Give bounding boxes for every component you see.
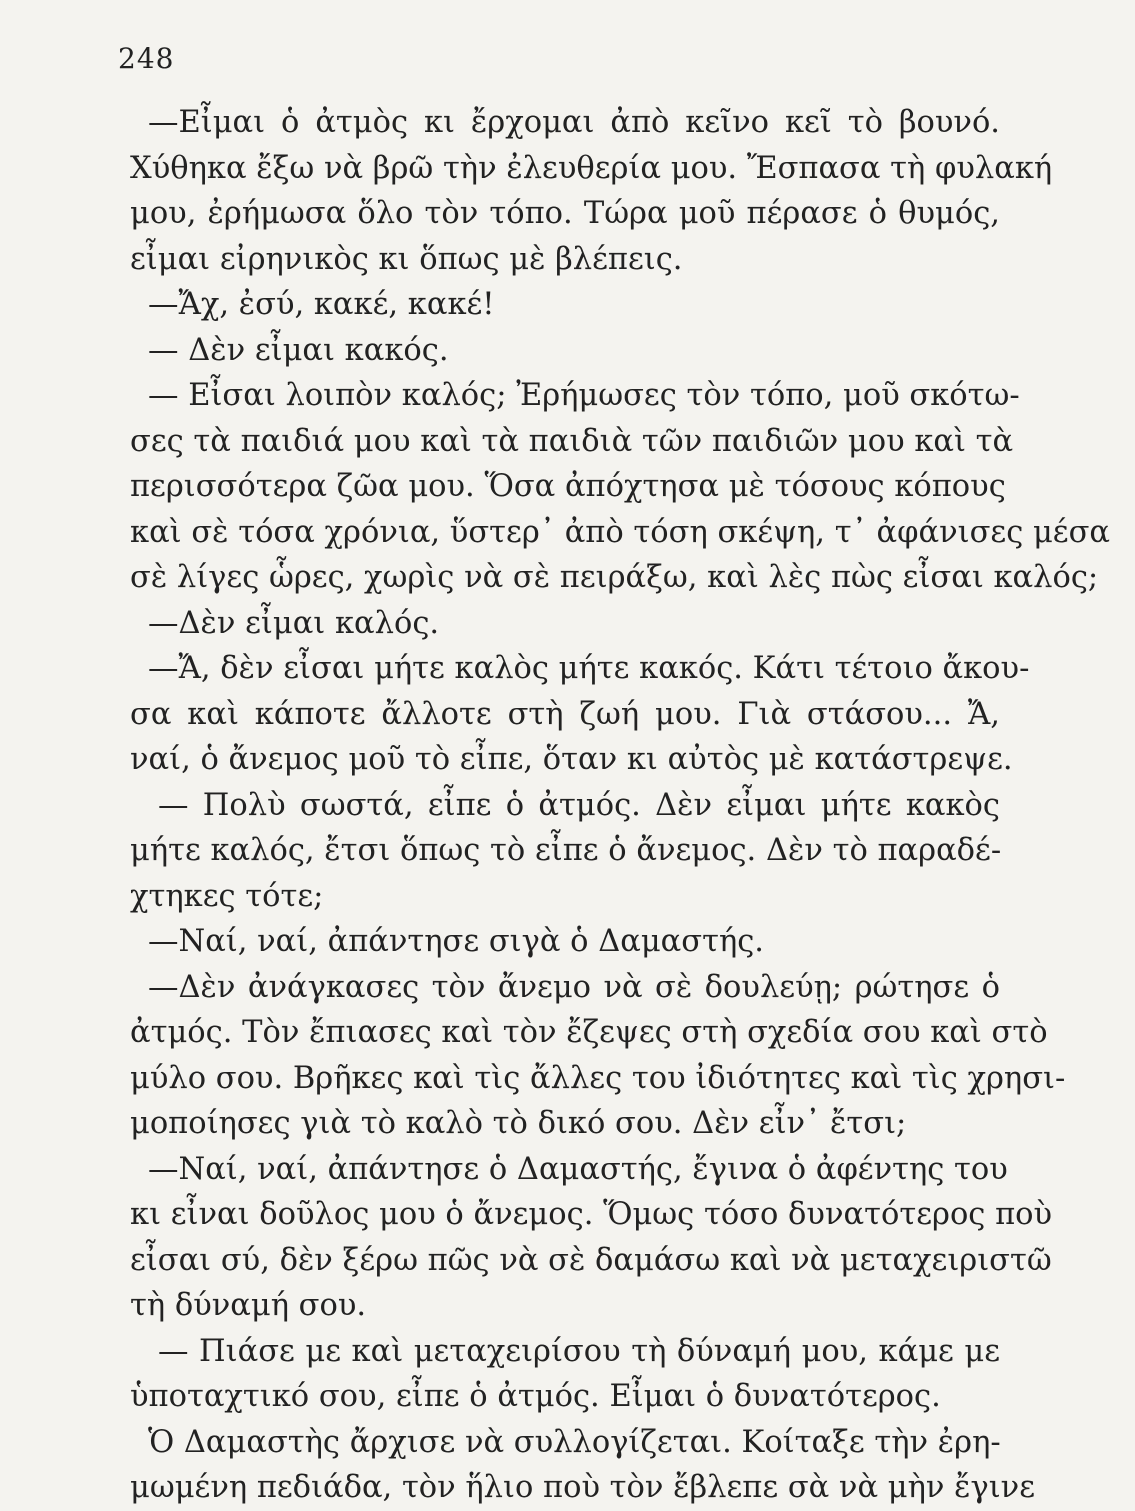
text-line: — Εἶσαι λοιπὸν καλός; Ἐρήμωσες τὸν τόπο, μοῦ σκότω- xyxy=(148,378,1020,413)
text-line: μωμένη πεδιάδα, τὸν ἥλιο ποὺ τὸν ἔβλεπε σὰ νὰ μὴν ἔγινε xyxy=(130,1470,1035,1505)
text-line: —Ναί, ναί, ἀπάντησε ὁ Δαμαστής, ἔγινα ὁ ἀφέντης του xyxy=(148,1151,1008,1187)
text-line: μύλο σου. Βρῆκες καὶ τὶς ἄλλες του ἰδιότητες καὶ τὶς χρησι- xyxy=(130,1060,1066,1096)
text-line: Ὁ Δαμαστὴς ἄρχισε νὰ συλλογίζεται. Κοίταξε τὴν ἐρη- xyxy=(148,1424,1001,1460)
text-line: τὴ δύναμή σου. xyxy=(130,1288,367,1323)
text-line: μοποίησες γιὰ τὸ καλὸ τὸ δικό σου. Δὲν εἶν᾽ ἔτσι; xyxy=(130,1106,907,1141)
text-line: εἶσαι σύ, δὲν ξέρω πῶς νὰ σὲ δαμάσω καὶ νὰ μεταχειριστῶ xyxy=(130,1242,1052,1278)
text-line: — Πιάσε με καὶ μεταχειρίσου τὴ δύναμή μου, κάμε με xyxy=(158,1333,1000,1369)
text-line: χτηκες τότε; xyxy=(130,878,324,914)
text-line: ναί, ὁ ἄνεμος μοῦ τὸ εἶπε, ὅταν κι αὐτὸς μὲ κατάστρεψε. xyxy=(130,742,1013,777)
text-line: ὑποταχτικό σου, εἶπε ὁ ἀτμός. Εἶμαι ὁ δυνατότερος. xyxy=(130,1379,941,1414)
text-line: εἶμαι εἰρηνικὸς κι ὅπως μὲ βλέπεις. xyxy=(130,241,683,277)
text-line: Χύθηκα ἔξω νὰ βρῶ τὴν ἐλευθερία μου. Ἔσπασα τὴ φυλακή xyxy=(130,150,1053,186)
text-line: ἀτμός. Τὸν ἔπιασες καὶ τὸν ἔζεψες στὴ σχεδία σου καὶ στὸ xyxy=(130,1015,1048,1050)
text-line: σὲ λίγες ὧρες, χωρὶς νὰ σὲ πειράξω, καὶ λὲς πὼς εἶσαι καλός; xyxy=(130,560,1099,595)
text-line: μου, ἐρήμωσα ὅλο τὸν τόπο. Τώρα μοῦ πέρασε ὁ θυμός, xyxy=(130,196,1000,231)
text-line: — Δὲν εἶμαι κακός. xyxy=(148,332,449,368)
text-line: —Ἄχ, ἐσύ, κακέ, κακέ! xyxy=(148,287,495,322)
text-line: περισσότερα ζῶα μου. Ὅσα ἀπόχτησα μὲ τόσους κόπους xyxy=(130,469,1006,504)
text-line: —Ἄ, δὲν εἶσαι μήτε καλὸς μήτε κακός. Κάτι τέτοιο ἄκου- xyxy=(148,651,1030,686)
page-number: 248 xyxy=(118,42,175,75)
text-line: —Εἶμαι ὁ ἀτμὸς κι ἔρχομαι ἀπὸ κεῖνο κεῖ τὸ βουνό. xyxy=(148,105,1000,140)
text-line: μήτε καλός, ἔτσι ὅπως τὸ εἶπε ὁ ἄνεμος. Δὲν τὸ παραδέ- xyxy=(130,833,1002,868)
text-line: —Ναί, ναί, ἀπάντησε σιγὰ ὁ Δαμαστής. xyxy=(148,924,765,959)
body-text xyxy=(130,100,1111,1511)
text-line: —Δὲν εἶμαι καλός. xyxy=(148,605,440,641)
text-line: σα καὶ κάποτε ἄλλοτε στὴ ζωή μου. Γιὰ στάσου... Ἄ, xyxy=(130,696,1000,732)
text-line: σες τὰ παιδιά μου καὶ τὰ παιδιὰ τῶν παιδιῶν μου καὶ τὰ xyxy=(130,423,1014,459)
text-line: καὶ σὲ τόσα χρόνια, ὕστερ᾽ ἀπὸ τόση σκέψη, τ᾽ ἀφάνισες μέσα xyxy=(130,514,1111,550)
text-line: —Δὲν ἀνάγκασες τὸν ἄνεμο νὰ σὲ δουλεύῃ; ρώτησε ὁ xyxy=(148,969,1000,1005)
text-line: — Πολὺ σωστά, εἶπε ὁ ἀτμός. Δὲν εἶμαι μήτε κακὸς xyxy=(158,787,1000,823)
text-line: κι εἶναι δοῦλος μου ὁ ἄνεμος. Ὅμως τόσο δυνατότερος ποὺ xyxy=(130,1197,1053,1232)
